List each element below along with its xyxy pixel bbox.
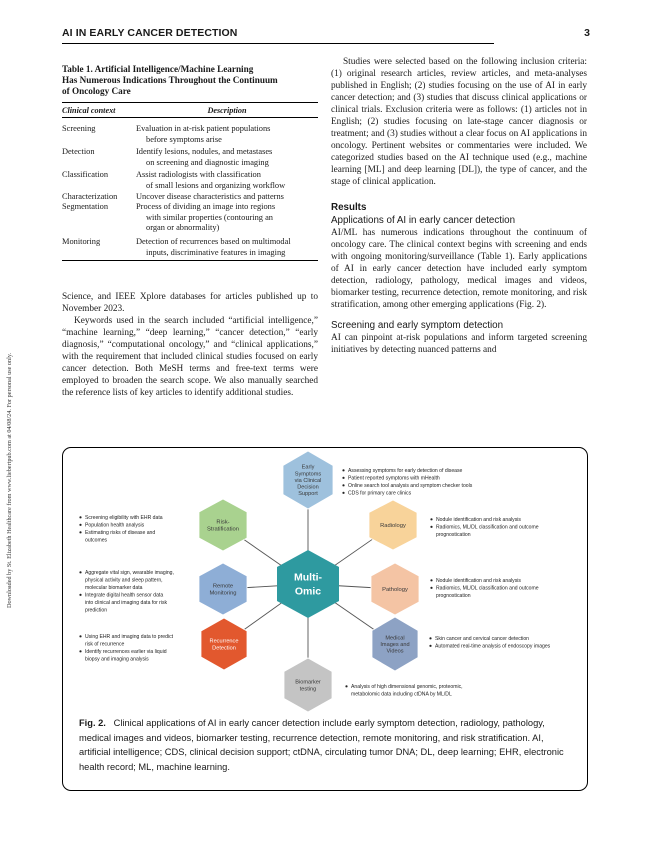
node-label-recurrence: Recurrence Detection — [209, 638, 239, 652]
desc-line: Detection of recurrences based on multimodal — [136, 236, 291, 246]
bullet-text-remote: prediction — [85, 607, 108, 614]
paragraph: Studies were selected based on the following inclusion criteria: (1) original research articles, review articles, and meta-analyses published in English; (2) studies focusing on the use of AI in early cancer detection; and (3) studies that discuss clinical applications or clinical trials. Exclusion criteria were as follows: (1) articles not in English; (2) studies focusing on late-stage cancer diagnosis or treatment; and (3) studies without a clear focus on AI applications in oncology. Pertinent websites or commentaries were included. We categorized studies based on the AI technique used (e.g., machine learning [ML] and deep learning [DL]), the type of cancer, and the stage of clinical application. — [331, 57, 587, 188]
bullet-dot — [430, 587, 432, 589]
bullet-text-recurrence: Identify recurrences earlier via liquid — [85, 649, 167, 655]
desc-line: of small lesions and organizing workflow — [146, 180, 286, 190]
bullet-text-recurrence: Using EHR and imaging data to predict — [85, 634, 174, 640]
bullet-dot — [342, 492, 344, 494]
node-label-pathology: Pathology — [382, 587, 408, 594]
caption-label: Fig. 2. — [79, 718, 106, 728]
paragraph: Keywords used in the search included “artificial intelligence,” “machine learning,” “deep learning,” “cancer detection,” “early diagnosis,” “computational oncology,” and “clinical applications,” with the requirement that included clinical studies focused on early cancer detection. Both MeSH terms and free-text terms were employed to broaden the search scope. We also manually searched the reference lists of key articles to identify additional studies. — [62, 316, 318, 399]
bullet-text-remote: molecular biomarker data — [85, 585, 143, 591]
section-heading: Results — [331, 201, 367, 213]
body-text-right — [331, 56, 587, 189]
right-column — [331, 56, 587, 356]
table-bottom-rule — [62, 260, 318, 261]
running-title: AI IN EARLY CANCER DETECTION — [62, 27, 238, 39]
node-label-remote: Remote Monitoring — [209, 583, 237, 597]
bullet-text-risk: Population health analysis — [85, 522, 145, 529]
table-cell-description — [136, 124, 318, 145]
node-label-biomarker: Biomarker testing — [295, 679, 321, 693]
table-row — [62, 170, 318, 191]
figure-2-diagram — [63, 448, 587, 716]
table-1 — [62, 64, 318, 261]
table-cell-context: Classification — [62, 170, 109, 180]
bullet-text-risk: Screening eligibility with EHR data — [85, 515, 163, 521]
bullet-dot — [79, 594, 81, 596]
desc-line: Evaluation in at-risk patient populations — [136, 124, 271, 133]
bullet-text-risk: Estimating risks of disease and — [85, 530, 156, 536]
bullet-text-pathology: prognostication — [436, 593, 471, 599]
table-cell-description — [136, 192, 318, 203]
bullet-text-radiology: Nodule identification and risk analysis — [436, 517, 521, 523]
header-rule — [62, 43, 494, 44]
bullet-dot — [79, 650, 81, 652]
bullet-dot — [430, 518, 432, 520]
left-column — [62, 56, 318, 399]
table-cell-description — [136, 202, 318, 234]
table-row — [62, 192, 318, 203]
caption-text: Clinical applications of AI in early cancer detection include early symptom detection, radiology, pathology, medical images and videos, biomarker testing, recurrence detection, remote monitoring, and risk stratification. AI, artificial intelligence; CDS, clinical decision support; ctDNA, circulating tumor DNA; DL, deep learning; EHR, electronic health record; ML, machine learning. — [79, 718, 564, 772]
table-cell-description — [136, 147, 318, 168]
desc-line: Process of dividing an image into regions — [136, 202, 276, 212]
paragraph: Science, and IEEE Xplore databases for articles published up to November 2023. — [62, 292, 318, 315]
subsection-heading: Screening and early symptom detection — [331, 319, 504, 331]
bullet-text-biomarker: Analysis of high dimensional genomic, proteomic, — [351, 684, 463, 690]
table-title-line: Has Numerous Indications Throughout the Continuum — [62, 75, 278, 85]
bullet-dot — [430, 526, 432, 528]
center-node-label: Multi-Omic — [294, 571, 322, 598]
desc-line: with similar properties (contouring an — [146, 212, 273, 222]
table-cell-description — [136, 237, 318, 258]
table-header-row — [62, 103, 318, 118]
download-notice: Downloaded by St. Elizabeth Healthcare from www.liebertpub.com at 04/08/24. For personal use only. — [6, 352, 13, 608]
desc-line: Identify lesions, nodules, and metastases — [136, 147, 273, 157]
bullet-dot — [345, 685, 347, 687]
table-title-line: Table 1. Artificial Intelligence/Machine Learning — [62, 64, 254, 74]
bullet-text-early: CDS for primary care clinics — [348, 490, 412, 497]
desc-line: organ or abnormality) — [146, 223, 220, 233]
table-col-header: Description — [207, 105, 247, 115]
figure-caption — [79, 716, 573, 774]
table-row — [62, 202, 318, 234]
table-cell-description — [136, 170, 318, 191]
table-title — [62, 64, 318, 97]
node-multi-omic — [277, 550, 339, 618]
bullet-dot — [79, 516, 81, 518]
bullet-text-radiology: Radiomics, ML/DL classification and outcome — [436, 524, 539, 531]
bullet-dot — [429, 645, 431, 647]
bullet-dot — [342, 484, 344, 486]
table-title-line: of Oncology Care — [62, 86, 131, 96]
running-header — [62, 27, 590, 43]
subsection-heading: Applications of AI in early cancer detection — [331, 214, 516, 226]
paragraph: AI can pinpoint at-risk populations and inform targeted screening initiatives by detecting nuanced patterns and — [331, 332, 587, 355]
table-col-header: Clinical context — [62, 105, 116, 115]
table-row — [62, 237, 318, 258]
bullet-text-remote: Aggregate vital sign, wearable imaging, — [85, 570, 174, 576]
bullet-dot — [429, 637, 431, 639]
page-number: 3 — [584, 27, 590, 39]
node-label-risk: Risk-Stratification — [207, 519, 239, 533]
bullet-text-radiology: prognostication — [436, 532, 471, 538]
desc-line: before symptoms arise — [146, 134, 222, 144]
table-cell-context: Monitoring — [62, 236, 101, 246]
table-cell-context: Characterization — [62, 191, 118, 201]
bullet-text-medical: Skin cancer and cervical cancer detection — [435, 636, 530, 642]
node-label-early: Early Symptoms via Clinical Decision Support — [294, 464, 322, 498]
table-row — [62, 147, 318, 168]
bullet-text-pathology: Nodule identification and risk analysis — [436, 578, 521, 584]
figure-2 — [62, 447, 588, 791]
bullet-text-early: Patient reported symptoms with mHealth — [348, 475, 440, 482]
table-cell-context: Segmentation — [62, 202, 109, 212]
node-label-medical: Medical Images and Videos — [380, 635, 410, 655]
node-label-radiology: Radiology — [380, 523, 406, 530]
bullet-text-recurrence: risk of recurrence — [85, 641, 125, 648]
bullet-dot — [430, 579, 432, 581]
bullet-text-remote: into clinical and imaging data for risk — [85, 600, 168, 606]
bullet-text-remote: physical activity and sleep pattern, — [85, 577, 163, 584]
bullet-text-pathology: Radiomics, ML/DL classification and outcome — [436, 585, 539, 592]
bullet-text-remote: Integrate digital health sensor data — [85, 592, 164, 599]
bullet-text-early: Online search tool analysis and symptom checker tools — [348, 483, 473, 489]
desc-line: inputs, discriminative features in imaging — [146, 247, 286, 257]
bullet-text-biomarker: metabolomic data including ctDNA by ML/DL — [351, 691, 452, 698]
bullet-text-medical: Automated real-time analysis of endoscopy images — [435, 643, 551, 650]
table-cell-context: Detection — [62, 147, 95, 157]
paragraph: AI/ML has numerous indications throughout the continuum of oncology care. The clinical context begins with screening and ends with ongoing monitoring/surveillance (Table 1). Early applications of AI in early cancer detection have included early symptom detection, radiology, pathology, medical images and videos, biomarker testing, recurrence detection, remote monitoring, and risk stratification, among other emerging applications (Fig. 2). — [331, 227, 587, 310]
body-text-left — [62, 291, 318, 399]
desc-line: Uncover disease characteristics and patterns — [136, 191, 284, 201]
desc-line: Assist radiologists with classification — [136, 170, 261, 180]
bullet-dot — [79, 635, 81, 637]
bullet-text-early: Assessing symptoms for early detection of disease — [348, 468, 463, 474]
bullet-text-recurrence: biopsy and imaging analysis — [85, 656, 149, 663]
table-row — [62, 124, 318, 145]
desc-line: on screening and diagnostic imaging — [146, 157, 269, 167]
bullet-dot — [79, 571, 81, 573]
bullet-dot — [79, 531, 81, 533]
bullet-text-risk: outcomes — [85, 537, 108, 544]
bullet-dot — [342, 469, 344, 471]
table-cell-context: Screening — [62, 124, 96, 133]
bullet-dot — [342, 477, 344, 479]
bullet-dot — [79, 524, 81, 526]
